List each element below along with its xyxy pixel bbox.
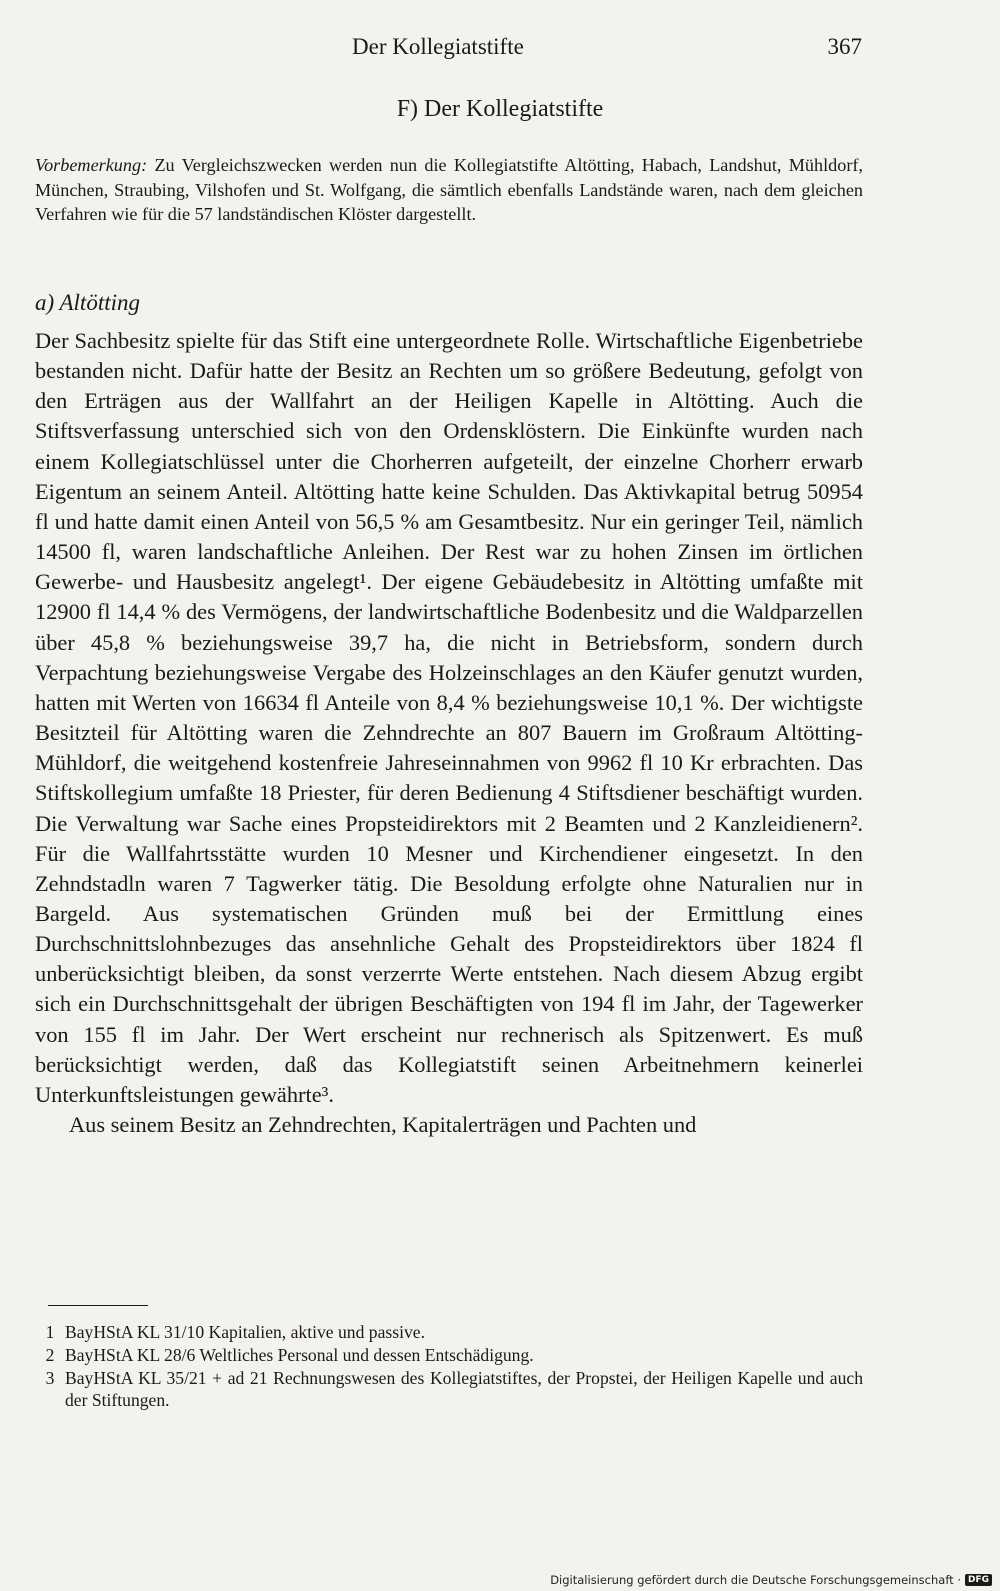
- footnote-divider: [48, 1305, 148, 1306]
- footnote-number: 3: [45, 1367, 55, 1388]
- page-header: [352, 34, 862, 60]
- digitization-credit-text: Digitalisierung gefördert durch die Deutsche Forschungsgemeinschaft ·: [550, 1573, 961, 1587]
- footnote-number: 2: [45, 1344, 55, 1365]
- body-text: [35, 326, 863, 1140]
- preliminary-note-lead: Vorbemerkung:: [35, 155, 148, 175]
- footnote-text: BayHStA KL 31/10 Kapitalien, aktive und passive.: [65, 1322, 425, 1342]
- section-title: F) Der Kollegiatstifte: [396, 96, 604, 122]
- footnote-text: BayHStA KL 28/6 Weltliches Personal und dessen Entschädigung.: [65, 1344, 534, 1365]
- page-number: 367: [827, 34, 862, 59]
- paragraph: Aus seinem Besitz an Zehndrechten, Kapitalerträgen und Pachten und: [69, 1112, 697, 1138]
- subsection-heading: a) Altötting: [35, 290, 140, 315]
- dfg-logo: DFG: [965, 1574, 992, 1586]
- running-title: Der Kollegiatstifte: [352, 34, 524, 59]
- preliminary-note-text: Zu Vergleichszwecken werden nun die Kollegiatstifte Altötting, Habach, Landshut, Mühldorf, München, Straubing, Vilshofen und St. Wolfgang, die sämtlich ebenfalls Landstände waren, nach dem gleichen Verfahren wie für die 57 landständischen Klöster dargestellt.: [35, 155, 863, 225]
- footnote: [35, 1321, 863, 1344]
- preliminary-note: [35, 153, 863, 227]
- footnote-text: BayHStA KL 35/21 + ad 21 Rechnungswesen des Kollegiatstiftes, der Propstei, der Heiligen Kapelle und auch der Stiftungen.: [65, 1367, 863, 1411]
- footnotes: [35, 1321, 863, 1412]
- footnote: [35, 1367, 863, 1413]
- digitization-credit: [550, 1573, 992, 1587]
- footnote: [35, 1344, 863, 1367]
- paragraph: Der Sachbesitz spielte für das Stift eine untergeordnete Rolle. Wirtschaftliche Eigenbetriebe bestanden nicht. Dafür hatte der Besitz an Rechten um so größere Bedeutung, gefolgt von den Erträgen aus der Wallfahrt an der Heiligen Kapelle in Altötting. Auch die Stiftsverfassung unterschied sich von den Ordensklöstern. Die Einkünfte wurden nach einem Kollegiatschlüssel unter die Chorherren aufgeteilt, der einzelne Chorherr erwarb Eigentum an seinem Anteil. Altötting hatte keine Schulden. Das Aktivkapital betrug 50954 fl und hatte damit einen Anteil von 56,5 % am Gesamtbesitz. Nur ein geringer Teil, nämlich 14500 fl, waren landschaftliche Anleihen. Der Rest war zu hohen Zinsen im örtlichen Gewerbe- und Hausbesitz angelegt¹. Der eigene Gebäudebesitz in Altötting umfaßte mit 12900 fl 14,4 % des Vermögens, der landwirtschaftliche Bodenbesitz und die Waldparzellen über 45,8 % beziehungsweise 39,7 ha, die nicht in Betriebsform, sondern durch Verpachtung beziehungsweise Vergabe des Holzeinschlages an den Käufer genutzt wurden, hatten mit Werten von 16634 fl Anteile von 8,4 % beziehungsweise 10,1 %. Der wichtigste Besitzteil für Altötting waren die Zehndrechte an 807 Bauern im Großraum Altötting-Mühldorf, die weitgehend kostenfreie Jahreseinnahmen von 9962 fl 10 Kr erbrachten. Das Stiftskollegium umfaßte 18 Priester, für deren Bedienung 4 Stiftsdiener beschäftigt wurden. Die Verwaltung war Sache eines Propsteidirektors mit 2 Beamten und 2 Kanzleidienern². Für die Wallfahrtsstätte wurden 10 Mesner und Kirchendiener eingesetzt. In den Zehndstadln waren 7 Tagwerker tätig. Die Besoldung erfolgte ohne Naturalien nur in Bargeld. Aus systematischen Gründen muß bei der Ermittlung eines Durchschnittslohnbezuges das ansehnliche Gehalt des Propsteidirektors über 1824 fl unberücksichtigt bleiben, da sonst verzerrte Werte entstehen. Nach diesem Abzug ergibt sich ein Durchschnittsgehalt der übrigen Beschäftigten von 194 fl im Jahr, der Tagewerker von 155 fl im Jahr. Der Wert erscheint nur rechnerisch als Spitzenwert. Es muß berücksichtigt werden, daß das Kollegiatstift seinen Arbeitnehmern keinerlei Unterkunftsleistungen gewährte³.: [35, 328, 863, 1107]
- footnote-number: 1: [45, 1322, 55, 1342]
